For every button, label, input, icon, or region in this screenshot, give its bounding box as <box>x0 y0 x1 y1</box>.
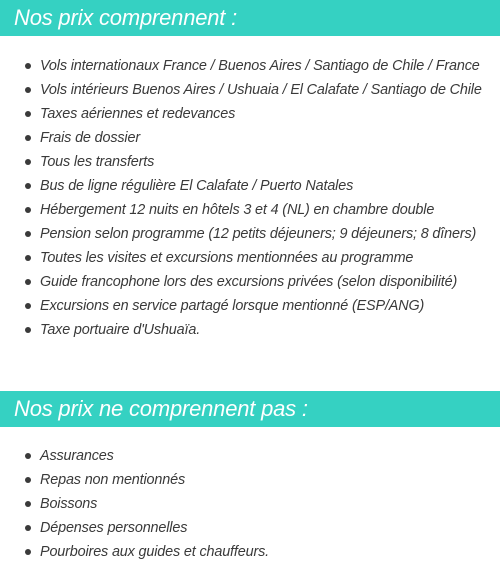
bullet-icon <box>25 231 31 237</box>
bullet-icon <box>25 87 31 93</box>
bullet-icon <box>25 327 31 333</box>
list-item <box>0 222 500 246</box>
list-item-text: Frais de dossier <box>40 130 140 146</box>
list-item <box>0 516 500 540</box>
list-item <box>0 444 500 468</box>
list-item <box>0 246 500 270</box>
list-item <box>0 150 500 174</box>
list-item <box>0 270 500 294</box>
list-item-text: Pourboires aux guides et chauffeurs. <box>40 544 269 560</box>
list-item-text: Taxe portuaire d'Ushuaïa. <box>40 322 201 338</box>
list-item-text: Dépenses personnelles <box>40 520 188 536</box>
list-item <box>0 174 500 198</box>
bullet-icon <box>25 525 31 531</box>
list-item <box>0 318 500 342</box>
bullet-icon <box>25 303 31 309</box>
bullet-icon <box>25 477 31 483</box>
bullet-icon <box>25 207 31 213</box>
bullet-icon <box>25 549 31 555</box>
list-item-text: Vols internationaux France / Buenos Aires / Santiago de Chile / France <box>40 58 480 74</box>
bullet-icon <box>25 501 31 507</box>
list-item-text: Pension selon programme (12 petits déjeuners; 9 déjeuners; 8 dîners) <box>40 226 477 242</box>
list-item-text: Assurances <box>40 448 114 464</box>
list-item <box>0 294 500 318</box>
list-item-text: Guide francophone lors des excursions privées (selon disponibilité) <box>40 274 458 290</box>
list-item-text: Boissons <box>40 496 98 512</box>
list-item <box>0 468 500 492</box>
bullet-icon <box>25 159 31 165</box>
list-item-text: Hébergement 12 nuits en hôtels 3 et 4 (NL) en chambre double <box>40 202 435 218</box>
list-item-text: Repas non mentionnés <box>40 472 186 488</box>
list-item-text: Bus de ligne régulière El Calafate / Puerto Natales <box>40 178 354 194</box>
list-item-text: Vols intérieurs Buenos Aires / Ushuaia / El Calafate / Santiago de Chile <box>40 82 482 98</box>
list-item <box>0 102 500 126</box>
excluded-list <box>0 444 500 564</box>
list-item <box>0 198 500 222</box>
list-item <box>0 78 500 102</box>
list-item <box>0 540 500 564</box>
list-item <box>0 492 500 516</box>
bullet-icon <box>25 279 31 285</box>
list-item-text: Tous les transferts <box>40 154 155 170</box>
list-item-text: Excursions en service partagé lorsque mentionné (ESP/ANG) <box>40 298 425 314</box>
bullet-icon <box>25 453 31 459</box>
included-section-title: Nos prix comprennent : <box>0 0 500 36</box>
bullet-icon <box>25 63 31 69</box>
bullet-icon <box>25 255 31 261</box>
list-item-text: Toutes les visites et excursions mentionnées au programme <box>40 250 414 266</box>
list-item-text: Taxes aériennes et redevances <box>40 106 236 122</box>
list-item <box>0 126 500 150</box>
bullet-icon <box>25 183 31 189</box>
bullet-icon <box>25 135 31 141</box>
included-list <box>0 54 500 342</box>
excluded-section-title: Nos prix ne comprennent pas : <box>0 391 500 427</box>
bullet-icon <box>25 111 31 117</box>
list-item <box>0 54 500 78</box>
